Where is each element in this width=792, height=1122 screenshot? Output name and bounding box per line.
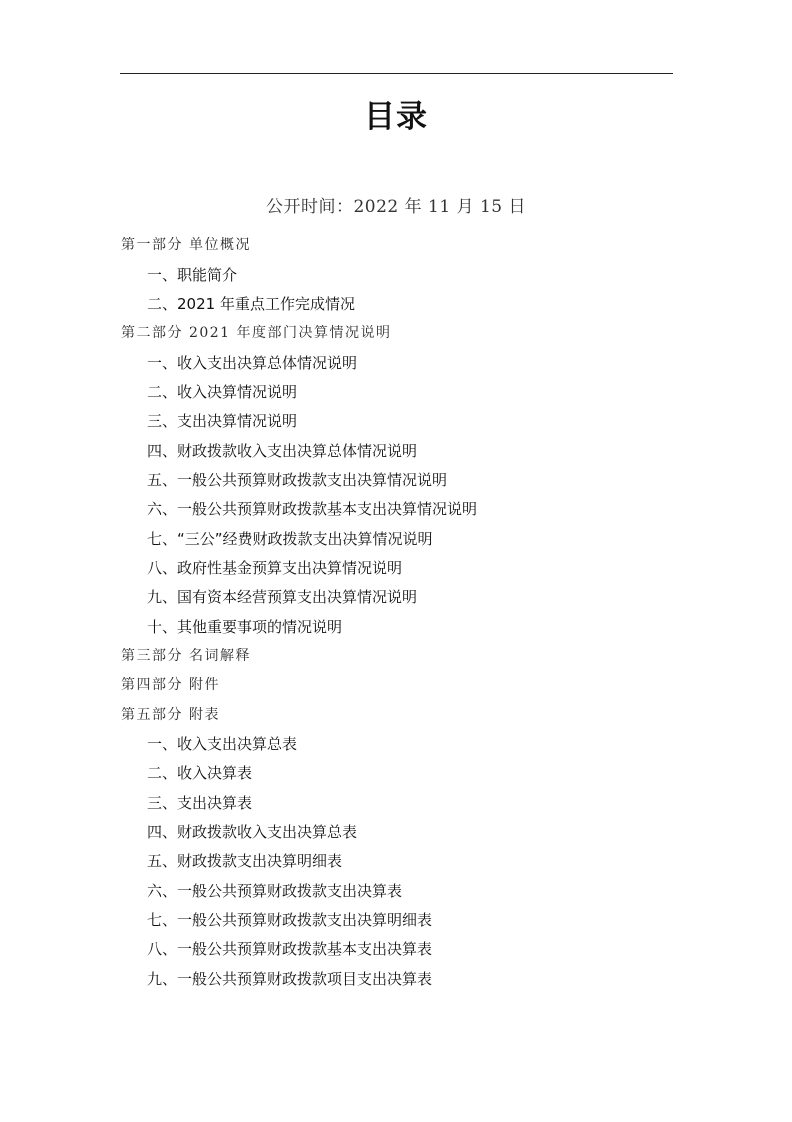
toc-item[interactable]: 三、支出决算表 — [147, 794, 253, 812]
toc-item[interactable]: 五、财政拨款支出决算明细表 — [147, 852, 343, 870]
toc-item[interactable]: 二、收入决算情况说明 — [147, 383, 298, 401]
toc-part-2[interactable]: 第二部分 2021 年度部门决算情况说明 — [121, 325, 392, 341]
toc-item[interactable]: 七、“三公”经费财政拨款支出决算情况说明 — [147, 530, 433, 548]
toc-item[interactable]: 六、一般公共预算财政拨款基本支出决算情况说明 — [147, 500, 478, 518]
toc-item[interactable]: 四、财政拨款收入支出决算总体情况说明 — [147, 442, 418, 460]
page-title: 目录 — [364, 99, 428, 135]
toc-item[interactable]: 二、收入决算表 — [147, 764, 253, 782]
toc-item[interactable]: 五、一般公共预算财政拨款支出决算情况说明 — [147, 471, 448, 489]
toc-item[interactable]: 七、一般公共预算财政拨款支出决算明细表 — [147, 911, 433, 929]
toc-part-5[interactable]: 第五部分 附表 — [121, 707, 220, 723]
toc-item[interactable]: 四、财政拨款收入支出决算总表 — [147, 823, 358, 841]
toc-item[interactable]: 二、2021 年重点工作完成情况 — [147, 295, 355, 313]
toc-item[interactable]: 三、支出决算情况说明 — [147, 412, 298, 430]
toc-part-4[interactable]: 第四部分 附件 — [121, 677, 220, 693]
publish-date: 公开时间：2022 年 11 月 15 日 — [265, 197, 527, 217]
toc-item[interactable]: 一、收入支出决算总体情况说明 — [147, 354, 358, 372]
toc-part-3[interactable]: 第三部分 名词解释 — [121, 648, 251, 664]
toc-item[interactable]: 一、职能简介 — [147, 266, 238, 284]
toc-item[interactable]: 六、一般公共预算财政拨款支出决算表 — [147, 882, 403, 900]
toc-item[interactable]: 九、国有资本经营预算支出决算情况说明 — [147, 588, 418, 606]
toc-part-1[interactable]: 第一部分 单位概况 — [121, 237, 251, 253]
toc-item[interactable]: 八、一般公共预算财政拨款基本支出决算表 — [147, 940, 433, 958]
toc-item[interactable]: 十、其他重要事项的情况说明 — [147, 618, 343, 636]
toc-item[interactable]: 一、收入支出决算总表 — [147, 735, 298, 753]
toc-item[interactable]: 八、政府性基金预算支出决算情况说明 — [147, 559, 403, 577]
toc-item[interactable]: 九、一般公共预算财政拨款项目支出决算表 — [147, 970, 433, 988]
